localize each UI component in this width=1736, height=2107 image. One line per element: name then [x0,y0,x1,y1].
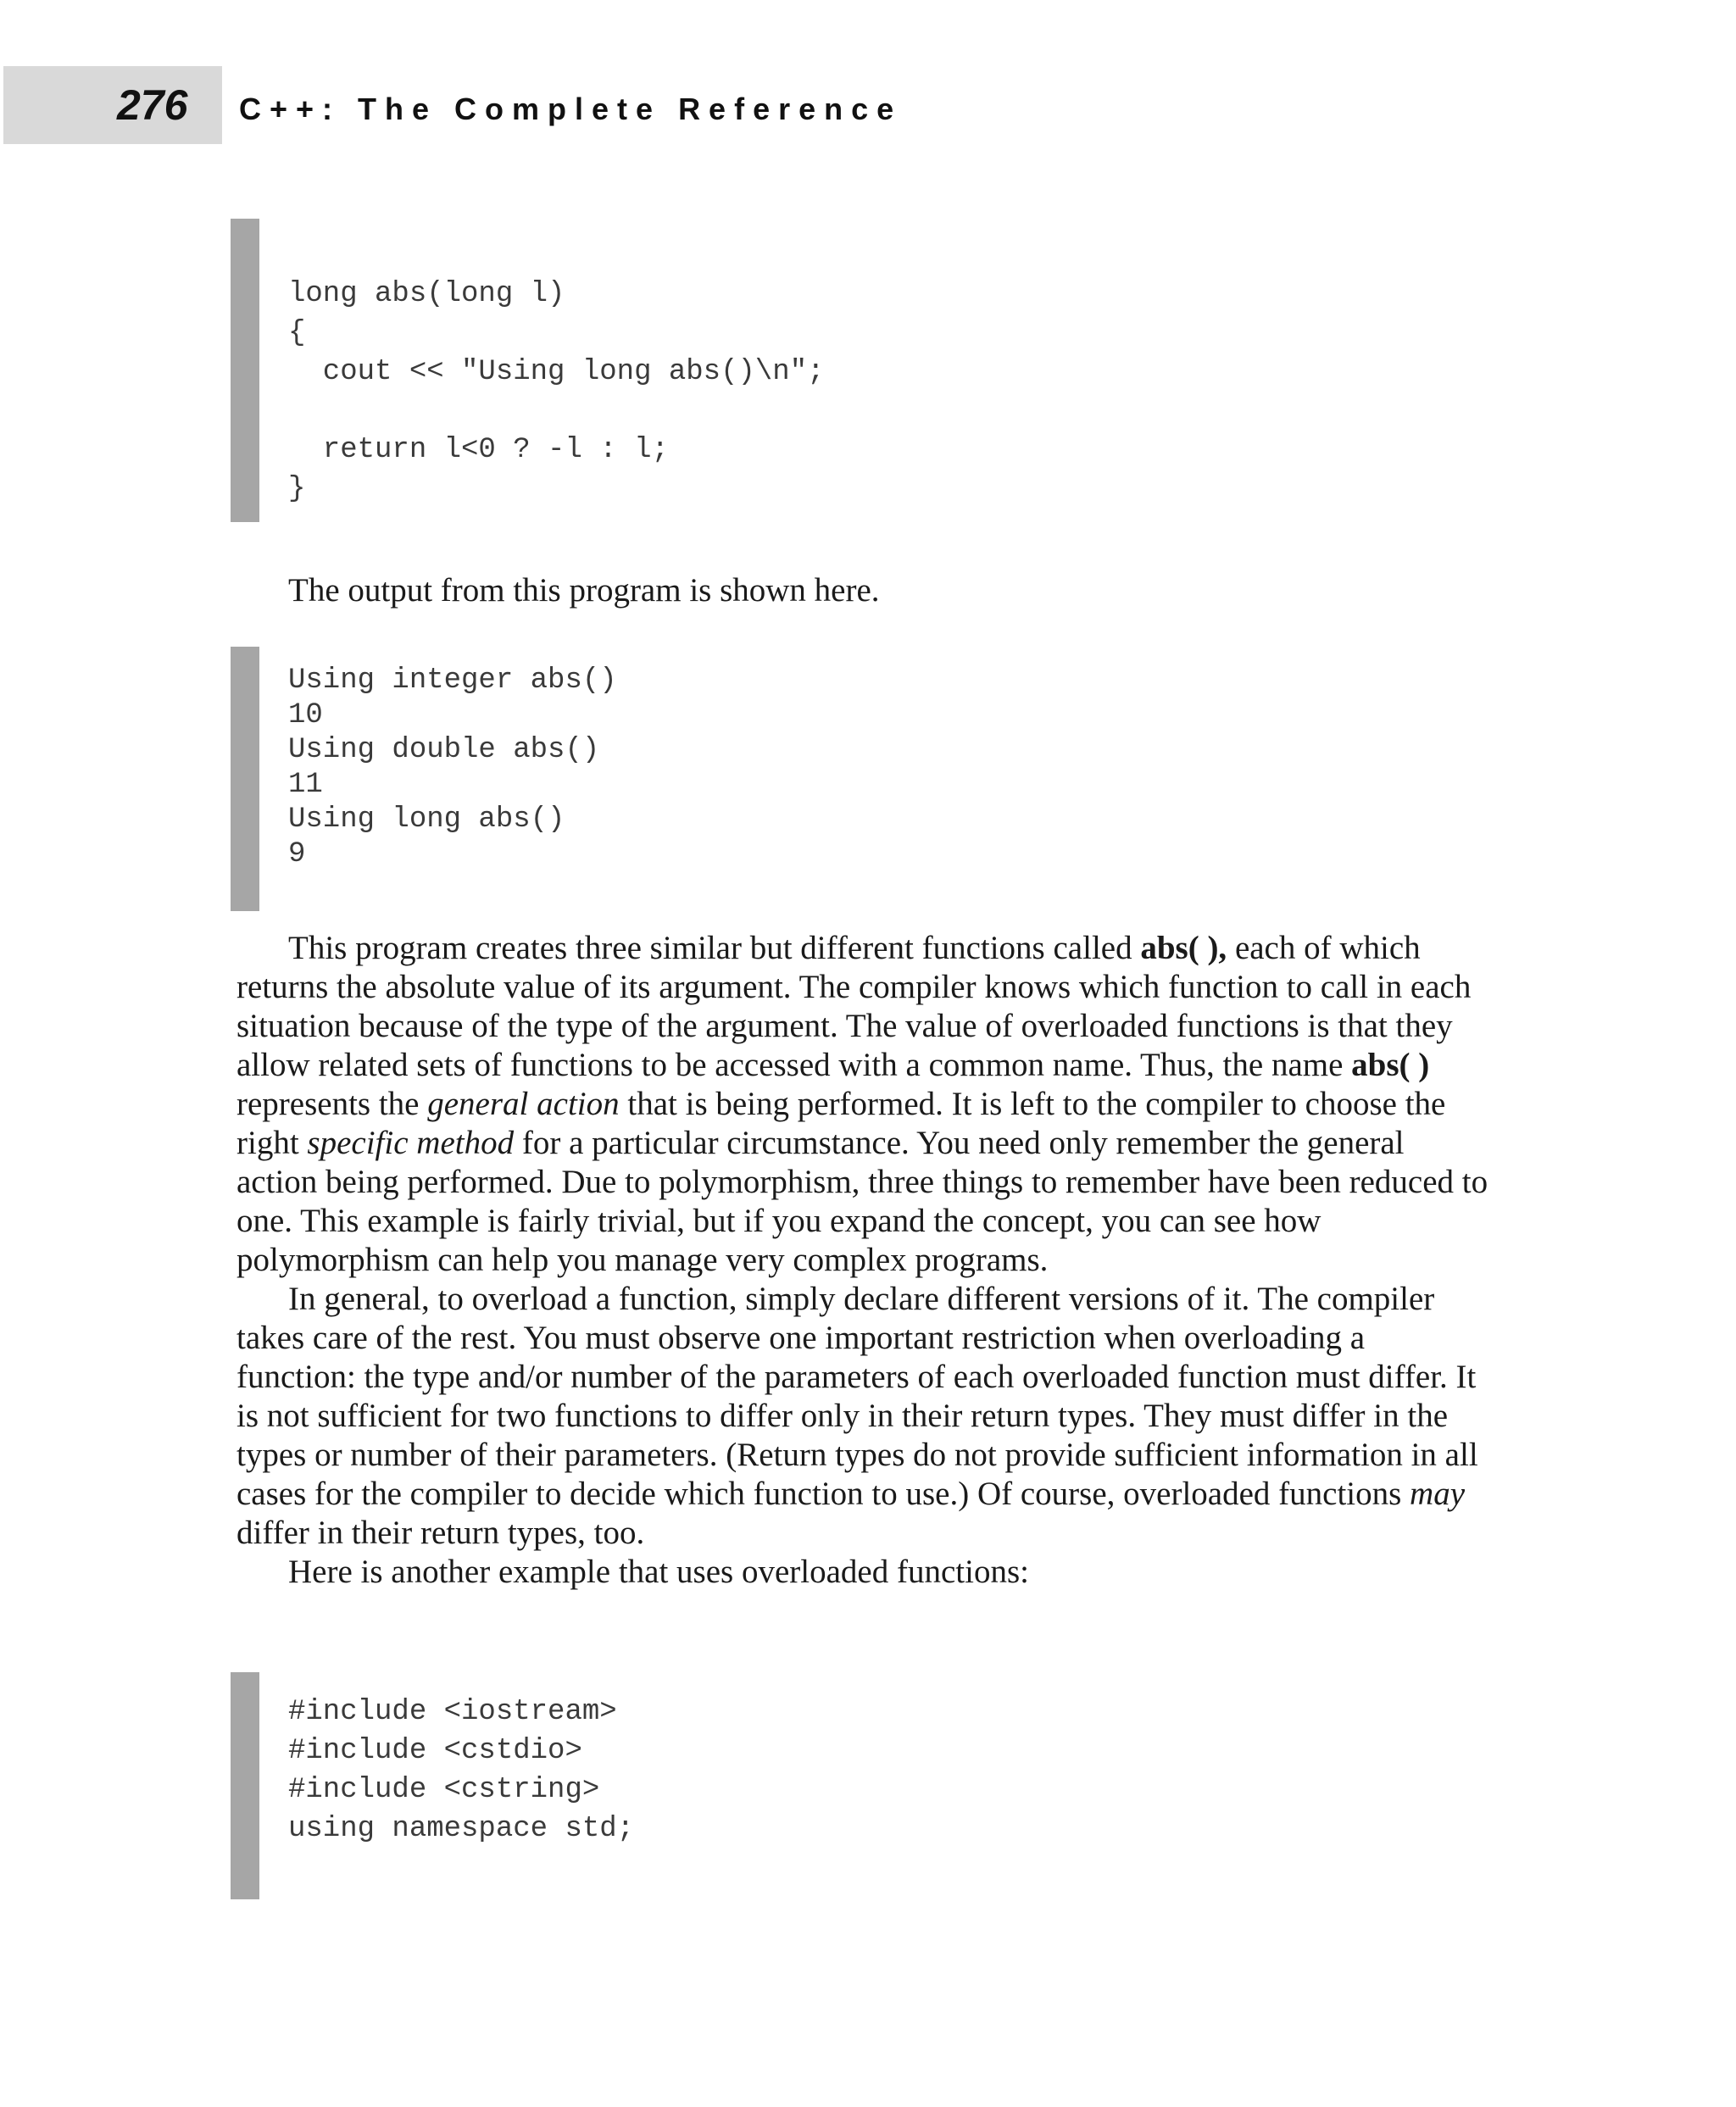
text-run: Here is another example that uses overloaded functions: [288,1554,1029,1590]
code-line: cout << "Using long abs()\n"; [288,356,825,388]
output-line: Using long abs() [288,803,565,836]
output-line: 10 [288,699,323,731]
text-run: that is being performed. It is left to the compiler to choose the right [236,1086,1446,1161]
code-line: #include <iostream> [288,1696,617,1728]
text-run: for a particular circumstance. You need only remember the general action being performed. Due to polymorphism, three things to remember have been reduced to one. This example is fairly trivial, but if you expand the concept, you can see how polymorphism can help you manage very complex programs. [236,1125,1488,1278]
code-line: #include <cstdio> [288,1735,582,1767]
code-line: #include <cstring> [288,1774,600,1806]
code-line: } [288,473,306,505]
code-line: return l<0 ? -l : l; [288,434,669,466]
paragraph-another-example [236,1553,1491,1592]
output-line: 9 [288,838,306,870]
text-run: each of which returns the absolute value of its argument. The compiler knows which function to call in each situation because of the type of the argument. The value of overloaded functions is that they allow related sets of functions to be accessed with a common name. Thus, the name [236,930,1472,1083]
text-run: represents the [236,1086,428,1122]
page-number: 276 [117,81,188,129]
text-run: This program creates three similar but different functions called [288,930,1141,966]
program-output [288,666,617,869]
output-line: 11 [288,769,323,801]
output-intro: The output from this program is shown here. [288,572,880,609]
text-run: In general, to overload a function, simply declare different versions of it. The compiler takes care of the rest. You must observe one important restriction when overloading a function: the type and/or number of the parameters of each overloaded function must differ. It is not sufficient for two functions to differ only in their return types. They must differ in the types or number of their parameters. (Return types do not provide sufficient information in all cases for the compiler to decide which function to use.) Of course, overloaded functions [236,1281,1478,1512]
code-term-abs: abs( ), [1140,930,1227,966]
code-block-includes [288,1698,634,1843]
body-text [236,929,1491,1592]
code-term-abs: abs( ) [1351,1047,1430,1083]
emphasis-general-action: general action [427,1086,620,1122]
running-title: C++: The Complete Reference [239,92,903,126]
page-number-tab [3,66,222,144]
emphasis-may: may [1410,1476,1466,1512]
code-block-bar [231,219,259,522]
code-line: { [288,317,306,349]
emphasis-specific-method: specific method [307,1125,515,1161]
output-line: Using double abs() [288,734,600,766]
output-line: Using integer abs() [288,664,617,697]
code-block-bar [231,1672,259,1899]
paragraph-overloading-explained [236,929,1491,1280]
text-run: differ in their return types, too. [236,1515,645,1551]
code-line: using namespace std; [288,1813,635,1845]
paragraph-overloading-restriction [236,1280,1491,1553]
output-block-bar [231,647,259,911]
code-line [288,397,825,425]
code-block-long-abs [288,280,825,503]
code-line: long abs(long l) [288,278,565,310]
